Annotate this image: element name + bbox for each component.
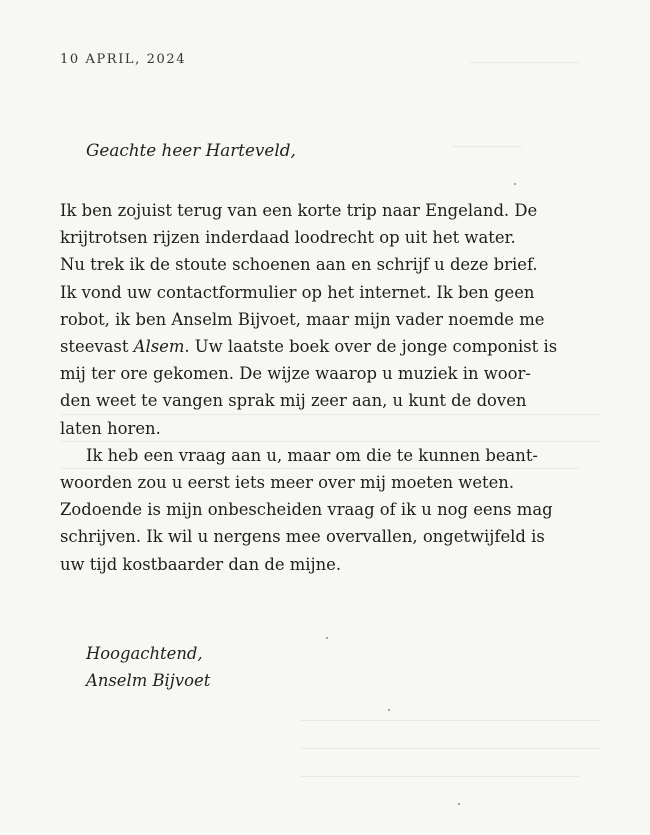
body-line: Ik ben zojuist terug van een korte trip naar Engeland. De (60, 201, 538, 220)
body-text-segment: steevast (60, 337, 134, 357)
body-text-segment: . Uw laatste boek over de jonge componist is (184, 337, 558, 357)
body-line: schrijven. Ik wil u nergens mee overvallen, ongetwijfeld is (60, 527, 545, 547)
body-line: Zodoende is mijn onbescheiden vraag of ik u nog eens mag (60, 500, 553, 520)
signature-name: Anselm Bijvoet (86, 671, 211, 691)
body-line: laten horen. (60, 418, 161, 438)
bleed-through-line (470, 62, 580, 63)
paper-speck (514, 183, 516, 185)
bleed-through-line (300, 748, 600, 749)
body-line: Ik vond uw contactformulier op het internet. Ik ben geen (60, 282, 535, 302)
paper-speck (326, 637, 328, 639)
body-line (60, 333, 600, 360)
body-line: den weet te vangen sprak mij zeer aan, u kunt de doven (60, 391, 527, 411)
body-line: woorden zou u eerst iets meer over mij moeten weten. (60, 473, 515, 493)
body-line: uw tijd kostbaarder dan de mijne. (60, 554, 342, 574)
letter-body (60, 197, 600, 578)
bleed-through-line (300, 720, 600, 721)
nickname-emphasis: Alsem (133, 337, 185, 357)
body-line: krijtrotsen rijzen inderdaad loodrecht op uit het water. (60, 228, 516, 248)
body-line: robot, ik ben Anselm Bijvoet, maar mijn vader noemde me (60, 309, 545, 329)
body-line: Nu trek ik de stoute schoenen aan en schrijf u deze brief. (60, 255, 538, 275)
valediction: Hoogachtend, (86, 644, 203, 663)
letter-salutation: Geachte heer Harteveld, (86, 140, 296, 160)
letter-closing (86, 640, 210, 694)
paper-speck (388, 709, 390, 711)
bleed-through-line (452, 146, 522, 147)
body-line: mij ter ore gekomen. De wijze waarop u muziek in woor- (60, 364, 531, 384)
paper-speck (458, 803, 460, 805)
body-line: Ik heb een vraag aan u, maar om die te kunnen beant- (86, 445, 538, 465)
letter-date: 10 APRIL, 2024 (60, 52, 187, 67)
bleed-through-line (300, 776, 580, 777)
